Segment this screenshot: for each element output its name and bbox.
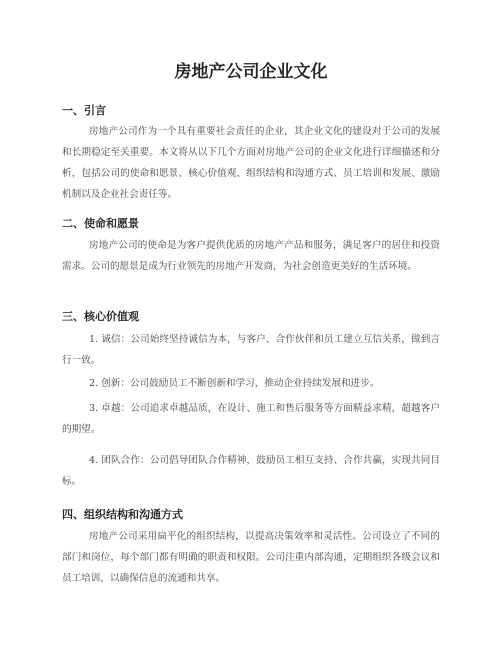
value-excellence: 3. 卓越：公司追求卓越品质，在设计、施工和售后服务等方面精益求精，超越客户的期望。 bbox=[62, 403, 440, 435]
organization-paragraph: 房地产公司采用扁平化的组织结构，以提高决策效率和灵活性。公司设立了不同的部门和岗位，每个部门都有明确的职责和权限。公司注重内部沟通，定期组织各级会议和员工培训，以确保信息的流通和共享。 bbox=[62, 531, 440, 584]
section-heading-values: 三、核心价值观 bbox=[62, 310, 139, 323]
value-integrity: 1. 诚信：公司始终坚持诚信为本，与客户、合作伙伴和员工建立互信关系，做到言行一致。 bbox=[62, 334, 440, 366]
section-heading-intro: 一、引言 bbox=[62, 104, 106, 117]
intro-paragraph: 房地产公司作为一个具有重要社会责任的企业，其企业文化的建设对于公司的发展和长期稳定至关重要。本文将从以下几个方面对房地产公司的企业文化进行详细描述和分析，包括公司的使命和愿景、核心价值观、组织结构和沟通方式、员工培训和发展、激励机制以及企业社会责任等。 bbox=[62, 126, 440, 200]
section-heading-mission: 二、使命和愿景 bbox=[62, 217, 139, 230]
mission-paragraph: 房地产公司的使命是为客户提供优质的房地产产品和服务，满足客户的居住和投资需求。公司的愿景是成为行业领先的房地产开发商，为社会创造更美好的生活环境。 bbox=[62, 240, 440, 272]
section-heading-organization: 四、组织结构和沟通方式 bbox=[62, 508, 183, 521]
value-innovation: 2. 创新：公司鼓励员工不断创新和学习，推动企业持续发展和进步。 bbox=[89, 378, 380, 389]
value-teamwork: 4. 团队合作：公司倡导团队合作精神，鼓励员工相互支持、合作共赢，实现共同目标。 bbox=[62, 455, 440, 487]
document-title: 房地产公司企业文化 bbox=[174, 62, 328, 82]
